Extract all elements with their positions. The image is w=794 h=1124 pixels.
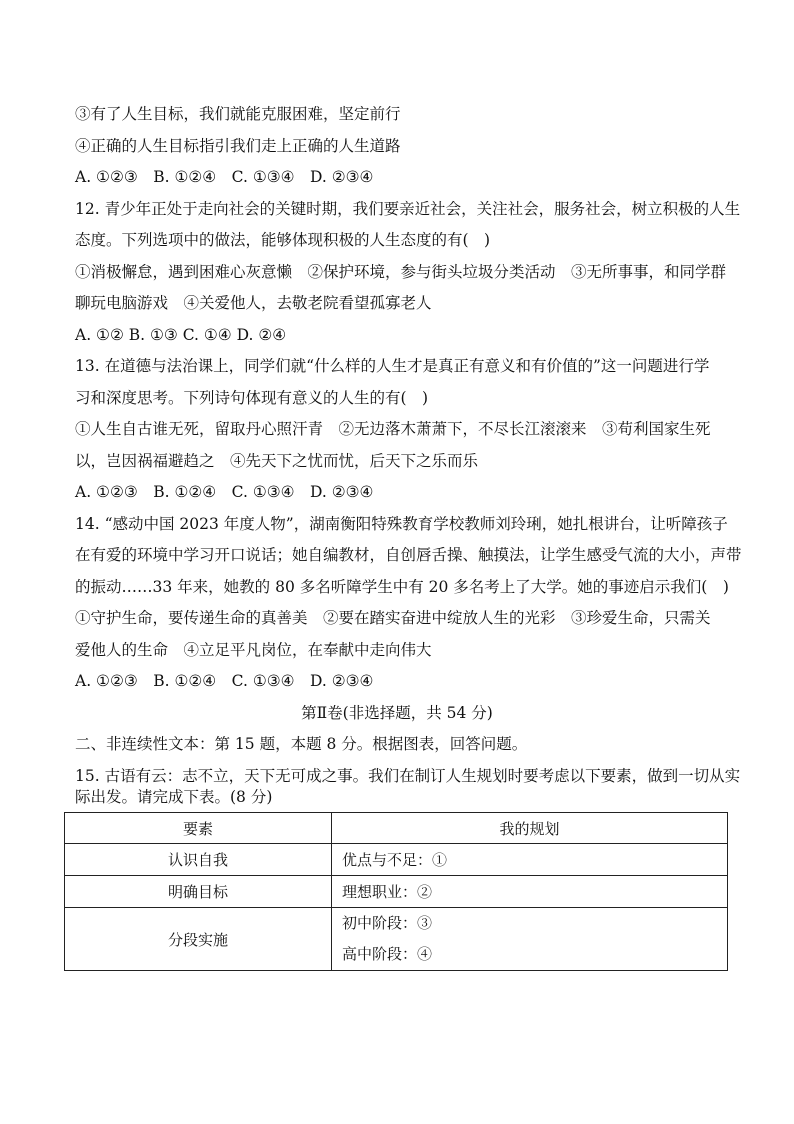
q11-choices: A. ①②③ B. ①②④ C. ①③④ D. ②③④ bbox=[75, 168, 374, 186]
q14-options-line-2: 爱他人的生命 ④立足平凡岗位，在奉献中走向伟大 bbox=[75, 641, 432, 659]
plan-cell bbox=[332, 908, 728, 971]
factor-cell: 分段实施 bbox=[65, 908, 332, 971]
header-factor: 要素 bbox=[65, 813, 332, 844]
q15-stem-line-2: 际出发。请完成下表。(8 分) bbox=[75, 788, 273, 806]
factor-cell: 明确目标 bbox=[65, 876, 332, 908]
plan-senior-high: 高中阶段：④ bbox=[342, 945, 433, 963]
section-2-title: 第Ⅱ卷(非选择题，共 54 分) bbox=[301, 704, 493, 722]
plan-junior-high: 初中阶段：③ bbox=[342, 914, 433, 932]
q11-option-4: ④正确的人生目标指引我们走上正确的人生道路 bbox=[75, 137, 401, 155]
q11-option-3: ③有了人生目标，我们就能克服困难，坚定前行 bbox=[75, 105, 401, 123]
q15-stem-line-1: 15. 古语有云：志不立，天下无可成之事。我们在制订人生规划时要考虑以下要素，做到一切从实 bbox=[75, 767, 741, 785]
plan-cell: 优点与不足：① bbox=[332, 844, 728, 876]
table-row bbox=[65, 876, 728, 908]
q12-stem-line-2: 态度。下列选项中的做法，能够体现积极的人生态度的有( ) bbox=[75, 231, 491, 249]
q14-stem-line-1: 14. “感动中国 2023 年度人物”，湖南衡阳特殊教育学校教师刘玲琍，她扎根讲台，让听障孩子 bbox=[75, 515, 728, 533]
q12-stem-line-1: 12. 青少年正处于走向社会的关键时期，我们要亲近社会，关注社会，服务社会，树立积极的人生 bbox=[75, 200, 741, 218]
factor-cell: 认识自我 bbox=[65, 844, 332, 876]
q14-options-line-1: ①守护生命，要传递生命的真善美 ②要在踏实奋进中绽放人生的光彩 ③珍爱生命，只需关 bbox=[75, 609, 711, 627]
section-2-instructions: 二、非连续性文本：第 15 题，本题 8 分。根据图表，回答问题。 bbox=[75, 735, 528, 753]
q12-options-line-1: ①消极懈怠，遇到困难心灰意懒 ②保护环境，参与街头垃圾分类活动 ③无所事事，和同学群 bbox=[75, 263, 727, 281]
q13-options-line-2: 以，岂因祸福避趋之 ④先天下之忧而忧，后天下之乐而乐 bbox=[75, 452, 479, 470]
q14-stem-line-2: 在有爱的环境中学习开口说话；她自编教材，自创唇舌操、触摸法，让学生感受气流的大小，声带 bbox=[75, 546, 742, 564]
table-row bbox=[65, 844, 728, 876]
q14-stem-line-3: 的振动……33 年来，她教的 80 多名听障学生中有 20 多名考上了大学。她的事迹启示我们( ) bbox=[75, 578, 729, 596]
q13-options-line-1: ①人生自古谁无死，留取丹心照汗青 ②无边落木萧萧下，不尽长江滚滚来 ③苟利国家生死 bbox=[75, 420, 711, 438]
plan-cell: 理想职业：② bbox=[332, 876, 728, 908]
q13-stem-line-2: 习和深度思考。下列诗句体现有意义的人生的有( ) bbox=[75, 389, 429, 407]
header-plan: 我的规划 bbox=[332, 813, 728, 844]
q13-choices: A. ①②③ B. ①②④ C. ①③④ D. ②③④ bbox=[75, 483, 374, 501]
table-row bbox=[65, 908, 728, 971]
table-header-row bbox=[65, 813, 728, 844]
life-plan-table bbox=[64, 812, 728, 971]
q14-choices: A. ①②③ B. ①②④ C. ①③④ D. ②③④ bbox=[75, 672, 374, 690]
q12-options-line-2: 聊玩电脑游戏 ④关爱他人，去敬老院看望孤寡老人 bbox=[75, 294, 432, 312]
q12-choices: A. ①② B. ①③ C. ①④ D. ②④ bbox=[75, 326, 287, 344]
q13-stem-line-1: 13. 在道德与法治课上，同学们就“什么样的人生才是真正有意义和有价值的”这一问题进行学 bbox=[75, 357, 710, 375]
